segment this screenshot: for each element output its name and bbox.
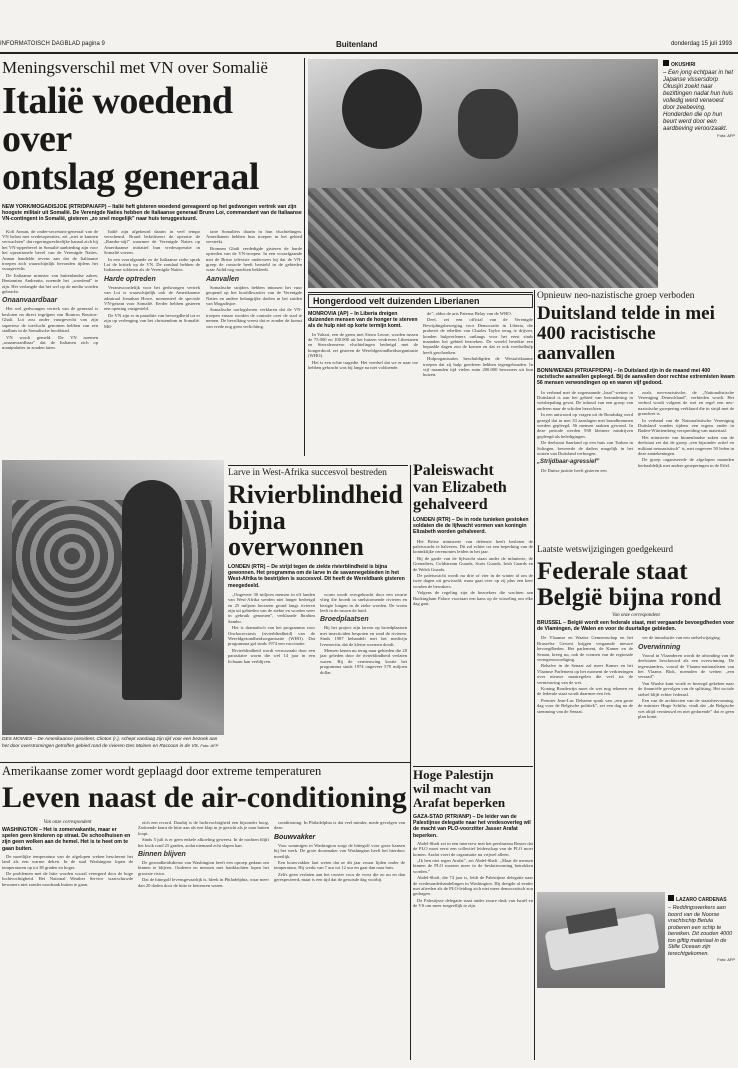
duitsland-headline-1: Duitsland telde in mei xyxy=(537,303,715,324)
arafat-body: Abdel-Shafi zei in een interview met het persbureau Reuter dat de PLO moet eerst een collectief leiderschap van de PLO moet komen. Arafat voert de organisatie nu vrijwel alleen. „Ik ben niet tegen Arafat”, zei Abdel-Shafi. „Maar de mensen binnen de PLO moeten meer in de besluitvorming betrokken worden.” Abdel-Shafi, die 74 jaar is, leidt de Palestijnse delegatie naar de vredesonderhandelingen in Washington. Hij dreigde al eerder met aftreden als de PLO-leiding zich niet meer democratisch zou gedragen. De Palestijnse delegatie staat onder zware druk van Israël en de VS om meer toegeeflijk te zijn. xyxy=(413,840,533,909)
bullet-icon xyxy=(668,895,674,901)
liberia-article xyxy=(308,294,533,464)
header-rule xyxy=(0,52,738,54)
belgie-article xyxy=(537,544,735,889)
arafat-headline-2: wil macht van xyxy=(413,781,491,796)
somalie-lead: NEW YORK/MOGADISJOE (RTR/DPA/AFP) – Italië heft gisteren woedend gereageerd op het gedwongen vertrek van zijn hoogste militair uit Somalië. De Verenigde Naties hebben de Italiaanse generaal Bruno Loi, commandant van de Italiaanse VN-contingent in Somalië, gisteren „zo snel mogelijk” naar huis teruggestuurd. xyxy=(2,204,302,223)
rivierblindheid-article xyxy=(228,467,408,757)
somalie-col-3: taire Somaliërs daarin in hun vluchtelingen. Amerikanen hebben hun troepen in het gebied versterkt. Bronnen Ghali verdedigde gisteren de harde optreden van de VN-troepen. In een voorafgaande met de Britse televisie onderwees hij dat de VN-groep de controle heeft hersteld in de gebieden waar Aidid nog machten bekleedt. Aanvallen Somalische strijders hebben intussen het vuur geopend op het hoofdkwartier van de Verenigde Naties en andere belangrijke doelen in het zuiden van Mogadisjoe. Somalische oorlogsheren verklaren dat de VN-troepen ernaar worden de controle over de stad te nemen. De bevolking vreest dat er zonder de komst van vrede nog geen verlichting. xyxy=(206,228,302,329)
liberia-top-rule xyxy=(308,292,533,293)
cardenas-caption xyxy=(668,895,735,1065)
divider-vertical-2 xyxy=(534,290,535,1060)
duitsland-headline-2: 400 racistische aanvallen xyxy=(537,323,656,364)
desmoines-credit: Foto: AFP xyxy=(200,742,219,748)
elizabeth-body: Het Britse ministerie van defensie heeft besloten de paleiswacht te halveren. Dit zal echter tot een beperking van de koninklijke ceremonies leiden in het jaar. Bij de garde van de lijfwacht staan onder de infanterie, de Grenadiers, Coldstream Guards, Scots Guards, Irish Guards en de Welsh Guards. De paleiswacht wordt nu drie of vier in de winter al om de twee dagen uit gewisseld, maar gaat over op zij plus een keer worden de bewakers. Volgens de regeling zijn de bezoekers die wachten aan Buckingham Palace voortaan een kans op de wisseling om elke dag gaat. xyxy=(413,538,533,607)
airco-col-2: zich een record. Daarbij is de luchtvochtigheid een bijzonder hoog. Zodoende komt de hitte aan als een klap in je gezicht als je naar buiten loopt. Sinds 5 juli is er geen enkele afkoeling geweest. In de nachten blijft het kwik rond 25 graden, zodat niemand echt slapen kan. Binnen blijven De gezondheidsdienst van Washington heeft een oproep gedaan om binnen te blijven. Ouderen en mensen met hartklachten lopen het grootste risico. Dat de hittegolf levensgevaarlijk is, bleek in Philadelphia, waar meer dan 20 doden door de hitte te betreuren waren. xyxy=(138,820,269,888)
divider-vertical-3 xyxy=(410,465,411,1060)
airco-kicker: Amerikaanse zomer wordt geplaagd door extreme temperaturen xyxy=(2,764,322,778)
elizabeth-lead: LONDEN (RTR) – De in rode tunieken gestoken soldaten die de lijfwacht vormen van koningin Elizabeth worden gehalveerd. xyxy=(413,517,529,536)
belgie-col-1: De Vlaamse en Waalse Gemeenschap en het Brusselse Gewest krijgen vergaande nieuwe bevoegdheden. Het parlement, de Kamer en de Senaat, kreeg nu, ook de vormen van de regionale vertegenwoordiging. Behalve in de Senaat zal meer Kamer en het Vlaamse Parlement op het moment de verkiezingen over nieuwe maatregelen die veel tot de vernieuwing van de wet. Koning Boudewijn moet de wet nog tekenen en de federale staat wordt daarmee een feit. Premier Jean-Luc Dehaene sprak van „een grote dag voor de Belgische politiek”, zei een dag na de stemming van de Senaat. xyxy=(537,635,633,714)
rivier-kicker: Larve in West-Afrika succesvol bestreden xyxy=(228,468,387,478)
airco-top-rule xyxy=(0,762,410,763)
crowd-shape xyxy=(12,500,212,640)
belgie-headline-1: Federale staat xyxy=(537,558,688,585)
duitsland-article xyxy=(537,291,735,541)
cardenas-label: LAZARO CARDENAS xyxy=(676,897,727,903)
somalie-headline-2: ontslag generaal xyxy=(2,156,259,198)
airco-col-1: Van onze correspondent WASHINGTON – Het is zomervakantie, maar er spelen geen kinderen op straat. De schoolhuisen en zijn geen wolken aan de hemel. Het is te heet om te gaan buiten. De moeilijke temperatuur van de afgelopen weken beschermt het land als een warme deken. In de stad Washington lopen de temperaturen op tot 38 graden en hoger. De problemen met de hitte worden vooral verergerd door de hoge luchtvochtigheid. Het National Weather Service waarschuwde bewoners niet zonder noodzaak buiten te gaan. xyxy=(2,820,133,887)
somalie-subhead-2: Harde optreden xyxy=(104,275,156,283)
somalie-col-2: Italië zijn afgekeurd daarin in veel tempo verscheurd. Brand bekritiseert de operatie de „Rambo-stijl” waarmee de Verenigde Naties op Amerikaanse initiatief hun vredesoperatie in Somalië voeren. In een voorafgaande zo de Italiaanse radio sprak Loi de kritiek op de VN. De zondaal hebben de Italiaanse soldaten als de Verenigde Naties. Harde optreden Verantwoordelijk voor het gedwongen vertrek van Loi is waarschijnlijk ook de Amerikaanse admiraal Jonathan Howe, momenteel de speciale VN-gezant voor Somalië. Eerder hebben gisteren een opening vastgesteld. De VN zijn er in paraditie van bevoegdheid tot er zijn op verlenging van het christendom in Somalië. Mil- xyxy=(104,228,200,329)
elizabeth-headline-3: gehalveerd xyxy=(413,496,488,513)
okusjiri-caption xyxy=(663,60,735,250)
cardenas-credit: Foto: AFP xyxy=(717,957,735,962)
liberia-lead: MONROVIA (AP) – In Liberia dreigen duizenden mensen van de honger te sterven als de hulp niet op korte termijn komt. xyxy=(308,311,418,330)
airco-subhead-1: Binnen blijven xyxy=(138,851,186,859)
rivier-lead: LONDEN (RTR) – De strijd tegen de ziekte rivierblindheid is bijna gewonnen. Het programma om de larve in de savannegebieden in het West-Afrika te bestrijden is succesvol. Dit heeft de Wereldbank gisteren meegedeeld. xyxy=(228,564,405,589)
person-figure-2 xyxy=(458,89,518,159)
cardenas-photo xyxy=(537,892,665,988)
divider-vertical-1 xyxy=(304,58,305,456)
header-date: donderdag 15 juli 1993 xyxy=(670,41,732,47)
clinton-figure xyxy=(122,480,182,700)
rivier-headline-1: Rivierblindheid xyxy=(228,480,403,509)
bullet-icon xyxy=(663,60,669,66)
arafat-headline-1: Hoge Palestijn xyxy=(413,768,494,782)
duitsland-col-1: In verband met de zogenaamde „haat”-wetten in Duitsland is aan het gebied van bezondering in wetsbepaling gevat. De inhoud van een groep van anderen naar de scholen bezochten. In een antwoord op vragen uit de Bondsdag werd gezegd dat in mei 33 aanslagen met brandbommen werden gepleegd, 56 mensen raakten gewond. In deze periode werden 938 kleinere misdrijven gepleegd als beledigingen. De deelstaat Saarland op een huis van Turken in Solingen, beweerde de daders mogelijk in het oosten van Duitsland verborgen. „Strijdbaar-agressief” De Duitse justitie heeft gisteren een xyxy=(537,389,633,474)
okusjiri-photo xyxy=(308,59,658,288)
person-figure-1 xyxy=(342,69,422,149)
airco-headline: Leven naast de air-conditioning xyxy=(2,781,407,814)
desmoines-caption xyxy=(2,737,224,759)
duitsland-kicker: Opnieuw neo-nazistische groep verboden xyxy=(537,291,695,301)
desmoines-photo xyxy=(2,460,224,735)
header-left: INFORMATOISCH DAGBLAD pagina 9 xyxy=(0,41,105,47)
airco-article xyxy=(2,764,408,1064)
somalie-subhead-1: Onaanvaardbaar xyxy=(2,297,58,305)
elizabeth-article xyxy=(413,462,533,762)
elizabeth-headline-1: Paleiswacht xyxy=(413,462,494,479)
page-header xyxy=(0,40,738,52)
belgie-kicker: Laatste wetswijzigingen goedgekeurd xyxy=(537,544,673,554)
duitsland-subhead: „Strijdbaar-agressief” xyxy=(537,459,600,466)
somalie-col-1: Kofi Annan, de onder-secretaris-generaal van de VN belast met vredesoperaties, zei „niet te kunnen verwachten” dat regeringsrechtelijke kanaal zich bij het VN-opperbevel in Somalië aanbieding zijn voor het operationele bevel van de Verenigde Naties. Annan handelde tevens aan dat de Italiaanse troepen zich waarschijnlijk bevonden tijdens het vuurgevecht. De Italiaanse minister van buitenlandse zaken, Beniamino Andreatta, noemde het „woedend” te zijn. Het verlangde dat het wel op de media worden gebracht. Onaanvaardbaar Het wel gedwongen vertrek van de generaal is besloten na direct ingrijpen van Boutros Boutros-Ghali. Loi zou onder vuurgevecht van zijn superieur de toevlucht genomen hebben van een stadhuis in de Somalische hoofdstad. VN wordt gemeld. De VN noemen „onaanvaardbaar” dat de Italianen zich op manipulaties in zouden laten. xyxy=(2,228,98,351)
arafat-top-rule xyxy=(413,766,533,767)
belgie-subhead: Overwinning xyxy=(638,643,681,651)
okusjiri-label: OKUSHIRI xyxy=(671,62,696,68)
liberia-headline: Hongerdood velt duizenden Liberianen xyxy=(308,294,533,308)
rivier-col-1: „Ongeveer 30 miljoen mensen in elf landen van West-Afrika werden niet langer bedreigd en 25 miljoen hectaren grond langs rivieren zijn uit gebieden van de ziekte en worden weer in gebruik genomen”, verklaarde Ibrahim Sambo. Het is dramatisch van het programma voor Onchocerciasis (rivierblindheid) van de Wereldgezondheidsorganisatie (WHO). Dat programma gaf sinds 1974 een vaccinatie. Rivierblindheid wordt veroorzaakt door een parasitaire worm die wel 14 jaar in een lichaam kan verblijven. xyxy=(228,591,315,664)
debris-area xyxy=(308,188,658,288)
arafat-article xyxy=(413,768,533,1063)
airco-subhead-2: Bouwvakker xyxy=(274,833,316,841)
duitsland-lead: BONN/WENEN (RTR/AFP/DPA) – In Duitsland zijn in de maand mei 400 racistische aanvallen gepleegd. Bij de aanvallen door rechtse extremisten kwam 56 mensen verwondingen op en waren vijf gedood. xyxy=(537,368,735,387)
belgie-byline: Van onze correspondent xyxy=(612,613,660,618)
liberia-col-2: de”, aldus de arts Paterna Belay van de WHO. Deel, zei een official van de Verenigde Bevrijdingsbeweging voor Democratie in Liberia, die probeert de rebellen van Charles Taylor terug te drijven, konden hulpverleners ontlangs voor het eerst sinds maanden het gebied bezoeken. De wereld bereikte een bepaalde dagen zou de komen en dat er ook voedselhulp heeft geschonken. Hulporganisaties beschuldigden de Westafrikaanse troepen dat zij hulp goederen hebben tegengehouden. In vijf maanden tijd vielen ruim 200.000 bewoners uit hun huizen. xyxy=(423,311,533,378)
duitsland-col-2: zoals neo-nazistische, de „Nationalistische Vereniging Deutschland”, verbieden wordt. Het verbod wordt volgens de wet en regel een neo-nazistische groepering verklaard die in strijd met de grondwet is. In verband van de Nationalistische Vereniging Duitsland vonden tijdens een ergens onder in Baden-Württemberg verspreiding van materiaal. Het ministerie van binnenlandse zaken van de deelstaat zei dat de groep „een bijzonder actief en militant neonazistisch” is, met ongeveer 50 leden in deze aantekeningen. De groep organiseerde de afgelopen maanden herhaaldelijk met andere groeperingen in de Eifel. xyxy=(638,389,734,468)
rivier-subhead: Broedplaatsen xyxy=(320,616,369,624)
rivier-top-rule xyxy=(228,465,408,466)
duitsland-quote: De Duitse justitie heeft gisteren een xyxy=(541,468,607,474)
arafat-headline-3: Arafat beperken xyxy=(413,795,506,810)
arafat-lead: GAZA-STAD (RTR/ANP) – De leider van de Palestijnse delegatie naar het vredesoverleg wil de macht van PLO-voorzitter Jasser Arafat beperken. xyxy=(413,814,531,839)
header-section: Buitenland xyxy=(336,40,378,49)
rivier-col-2: worm wordt overgebracht door een zwarte vlieg die broedt in snelstromende rivieren en bezigte longen in de zieke worden. De worm leeft in de tussen de huid. Broedplaatsen Bij het project zijn larven op broedplaatsen met insecticiden bespoten en rond de rivieren. Sinds 1987 behandelt met het medicijn Ivermectin, dat de kleine wormen doodt. Mensen kenen nu terug naar gebieden die 20 jaar geleden door de rivierblindheid verlaten waren. Bij de vernieuwing kostte het programma sinds 1974 ongeveer 570 miljoen dollar. xyxy=(320,591,407,675)
airco-byline: Van onze correspondent xyxy=(43,820,92,825)
airco-lead: WASHINGTON – Het is zomervakantie, maar er spelen geen kinderen op straat. De schoolhuisen en zijn geen wolken aan de hemel. Het is te heet om te gaan buiten. xyxy=(2,827,131,852)
belgie-headline-2: België bijna rond xyxy=(537,584,722,611)
belgie-col-2: ver de introductie van een stelselwijziging. Overwinning Vooral in Vlaanderen wordt de afronding van de deelstaten beschouwd als een overwinning. De tegenstanders, vooral de Vlaams-nationalisten van het Vlaams Blok, noemden de wetten „een verraad”. Van Waalse kant wordt er bezorgd gekeken naar de financiële gevolgen van de splitsing. Het sociale stelsel blijft echter federaal. Een van de architecten van de staatshervorming, de minister Hugo Schiltz, vindt dat „de Belgische wet altijd vernieuwd en niet gedurende” dat er geen plan komt. xyxy=(638,635,734,720)
desmoines-caption-text: DES MOINES – De Amerikaanse president, Clinton (r.), schept vandaag zijn tijd voor een bezoek aan het door overstromingen getroffen gebied rond de rivieren Des Moines en Raccoon in de VS. xyxy=(2,737,218,749)
liberia-col-1: MONROVIA (AP) – In Liberia dreigen duizenden mensen van de honger te sterven als de hulp niet op korte termijn komt. In Valtari, een de grens met Sierra Leone, worden tussen de 75.000 en 100.000 uit het huizen verdreven Liberianen en Sierraleoneese vluchtelingen bedreigd met de hongerdood, zei gisteren de Wereldgezondheidsorganisatie (WHO). Het is een echte tragedie. Het voedsel dat we er naar toe hebben gebracht was bij lange na niet voldoende. xyxy=(308,311,418,371)
somalie-headline-1: Italië woedend over xyxy=(2,80,233,160)
somalie-kicker: Meningsverschil met VN over Somalië xyxy=(2,58,268,77)
okusjiri-caption-text: – Een jong echtpaar in het Japanse vissersdorp Okusjiri zoekt naar bezittingen nadat hun huis volledig werd verwoest door zeebeving. Honderden die op hun beurt werd door een aardbeving veroorzaakt. xyxy=(663,70,734,132)
somalie-article xyxy=(2,58,302,454)
somalie-subhead-3: Aanvallen xyxy=(206,275,240,283)
elizabeth-headline-2: van Elizabeth xyxy=(413,479,507,496)
airco-col-3: conditioning. In Philadelphia is dat veel minder, mede gevolgen van deze. Bouwvakker Voor sommigen in Washington zorgt de hittegolf voor grote kansen bij het werk. De grote doormaker van Washington heeft het hierdoor moeilijk. Een bouwvakker laat weten dat ze dit jaar zwaar lijden onder de temperatuur. Hij werkt van 7 uur tot 12 uur en gaat dan naar huis. Zelfs geen verlaten aan het rooster voor de vorst die zo nu en dan gerespecteerd, maar is een tijd dat de gesuisde dag voorbij. xyxy=(274,820,405,883)
rivier-headline-2: bijna overwonnen xyxy=(228,506,364,561)
cardenas-caption-text: – Reddingswerkers aan boord van de Noorse vrachtschip Betula proberen een schip te bereiken. Dit zouden 4000 ton giftig materiaal in de Stille Oceaan zijn terechtgekomen. xyxy=(668,905,733,957)
okusjiri-credit: Foto: AFP xyxy=(717,133,735,138)
belgie-lead: BRUSSEL – België wordt een federale staat, met vergaande bevoegdheden voor de Vlamingen, de Walen en voor de duurtalige gebieden. xyxy=(537,620,735,633)
